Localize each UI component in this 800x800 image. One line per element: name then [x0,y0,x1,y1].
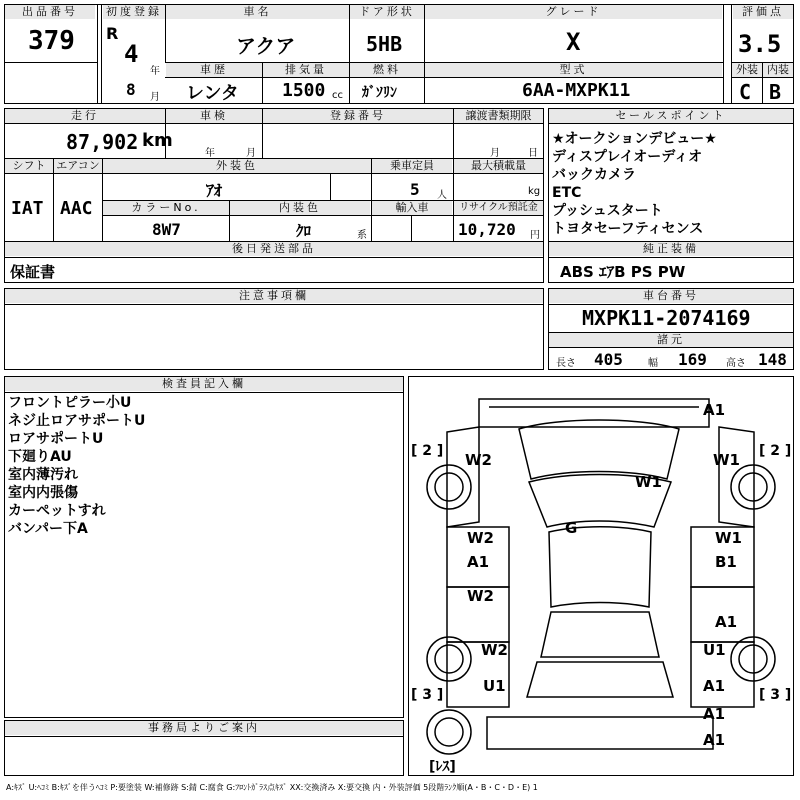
km-unit: km [142,130,173,151]
car-name: アクア [236,34,296,58]
sales-list [552,130,717,238]
ac: AAC [60,198,93,219]
damage-mark: W2 [467,529,494,547]
damage-mark: W1 [635,473,662,491]
inspector-line: ロアサポートU [8,431,104,447]
color-label: 外装色 [103,159,371,173]
rear-bumper [487,717,713,749]
tire-rear-left [427,637,471,681]
length: 405 [594,350,623,369]
right-front-fender [719,427,754,527]
recycle-label: リサイクル預託金 [454,201,543,215]
height: 148 [758,350,787,369]
capacity: 5 [410,180,420,199]
damage-mark: A1 [703,705,726,723]
insp-month-unit: 月 [246,148,256,159]
damage-mark: A1 [467,553,490,571]
ac-label: エアコン [54,159,102,173]
model-label: 型式 [425,63,722,77]
first-reg-year: 4 [124,40,139,68]
int-label: 内装 [763,63,793,77]
first-reg-label: 初度登録 [103,5,165,19]
int-score: B [769,80,782,104]
left-front-fender [447,427,479,527]
transfer-label: 譲渡書類期限 [454,109,543,123]
insp-year-unit: 年 [205,148,215,159]
color-no: 8W7 [152,220,181,239]
sales-item: ディスプレイオーディオ [552,149,703,165]
inspector-line: 室内内張傷 [8,485,78,501]
notes-label: 注意事項欄 [5,289,543,303]
damage-mark: A1 [715,613,738,631]
inspector-line: 室内薄汚れ [8,467,78,483]
damage-mark: A1 [703,401,726,419]
capacity-label: 乗車定員 [372,159,452,173]
office-label: 事務局よりご案内 [5,721,403,735]
later-parts: 保証書 [10,263,56,281]
person-unit: 人 [437,190,447,201]
door-label: ドア形状 [350,5,424,19]
tire-depth: [ 2 ] [759,443,792,459]
inspector-notes [8,394,145,538]
car-diagram-svg [409,377,793,775]
tire-rear-right [731,637,775,681]
damage-mark: A1 [703,731,726,749]
hood [519,420,679,479]
spare-tire [427,710,471,754]
ext-score: C [739,80,752,104]
inspector-label: 検査員記入欄 [5,377,403,391]
month-unit: 月 [150,92,160,103]
sales-item: プッシュスタート [552,203,663,219]
equipment: ABS ｴｱB PS PW [560,263,686,281]
grade-label: グレード [425,5,722,19]
ext-label: 外装 [732,63,762,77]
model: 6AA-MXPK11 [522,80,631,101]
chassis-number: MXPK11-2074169 [582,306,751,330]
rear-glass [541,612,659,657]
door-type: 5HB [366,32,403,56]
equipment-label: 純正装備 [549,242,793,256]
shift: IAT [11,198,44,219]
damage-mark: A1 [703,677,726,695]
first-reg-month: 8 [126,80,136,99]
spec-label: 諸元 [549,333,793,347]
car-name-label: 車名 [166,5,349,19]
spare-tire-label: [ﾚｽ] [429,759,456,775]
shift-label: シフト [5,159,53,173]
sales-item: ETC [552,185,582,201]
recycle-fee: 10,720 [458,220,516,239]
era: R [106,24,119,43]
transfer-month-unit: 月 [490,148,500,159]
damage-mark: B1 [715,553,737,571]
height-label: 高さ [726,358,746,369]
damage-mark: W1 [713,451,740,469]
damage-diagram [408,376,794,776]
registration-label: 登録番号 [263,109,453,123]
exterior-color: ｱｵ [206,181,223,200]
yen-unit: 円 [530,230,540,241]
inspection-label: 車検 [166,109,262,123]
damage-mark: W2 [481,641,508,659]
mileage-label: 走行 [5,109,165,123]
inspector-line: カーペットすれ [8,503,106,519]
history-label: 車歴 [166,63,262,77]
length-label: 長さ [556,358,576,369]
history: レンタ [186,83,239,104]
inspector-line: 下廻りAU [8,449,72,465]
width-label: 幅 [648,358,658,369]
displacement: 1500 [282,80,326,101]
score: 3.5 [738,30,782,58]
transfer-day-unit: 日 [528,148,538,159]
score-label: 評価点 [733,5,793,19]
tire-depth: [ 3 ] [759,687,792,703]
damage-mark: W1 [715,529,742,547]
kg-unit: kg [528,186,541,197]
inspector-line: フロントピラー小U [8,395,132,411]
damage-mark: W2 [465,451,492,469]
sales-item: ★オークションデビュー★ [552,131,717,147]
damage-mark: G [565,519,578,537]
displacement-label: 排気量 [263,63,349,77]
roof [549,527,651,607]
damage-mark: U1 [703,641,726,659]
color-no-label: カラーNo. [103,201,229,215]
kei-unit: 系 [357,230,367,241]
grade: X [566,28,581,56]
trunk [527,662,673,697]
inspector-line: ネジ止ロアサポートU [8,413,146,429]
lot-number: 379 [28,26,75,56]
tire-depth: [ 2 ] [411,443,444,459]
interior-color-label: 内装色 [230,201,370,215]
cc-unit: cc [332,90,343,101]
lot-label: 出品番号 [5,5,95,19]
inspector-line: バンパー下A [8,521,88,537]
tire-front-right [731,465,775,509]
damage-mark: U1 [483,677,506,695]
front-bumper [479,399,709,427]
year-unit: 年 [150,66,160,77]
load-label: 最大積載量 [454,159,543,173]
sales-label: セールスポイント [549,109,793,123]
tire-depth: [ 3 ] [411,687,444,703]
fuel: ｶﾞｿﾘﾝ [362,85,397,101]
width: 169 [678,350,707,369]
legend: A:ｷｽﾞ U:ﾍｺﾐ B:ｷｽﾞを伴うﾍｺﾐ P:要塗装 W:補修跡 S:錆 C:腐食 G:ﾌﾛﾝﾄｶﾞﾗｽ点ｷｽﾞ XX:交換済み X:要交換 内・外装評価 5段階ﾗﾝｸ順(A・B・C・D・E) 1 [6,783,538,792]
chassis-label: 車台番号 [549,289,793,303]
mileage: 87,902 [66,130,139,154]
tire-front-left [427,465,471,509]
fuel-label: 燃料 [350,63,424,77]
damage-mark: W2 [467,587,494,605]
later-parts-label: 後日発送部品 [5,242,543,256]
interior-color: ｸﾛ [296,222,312,240]
sales-item: トヨタセーフティセンス [552,221,704,237]
sales-item: バックカメラ [552,167,636,183]
import-label: 輸入車 [372,201,452,215]
